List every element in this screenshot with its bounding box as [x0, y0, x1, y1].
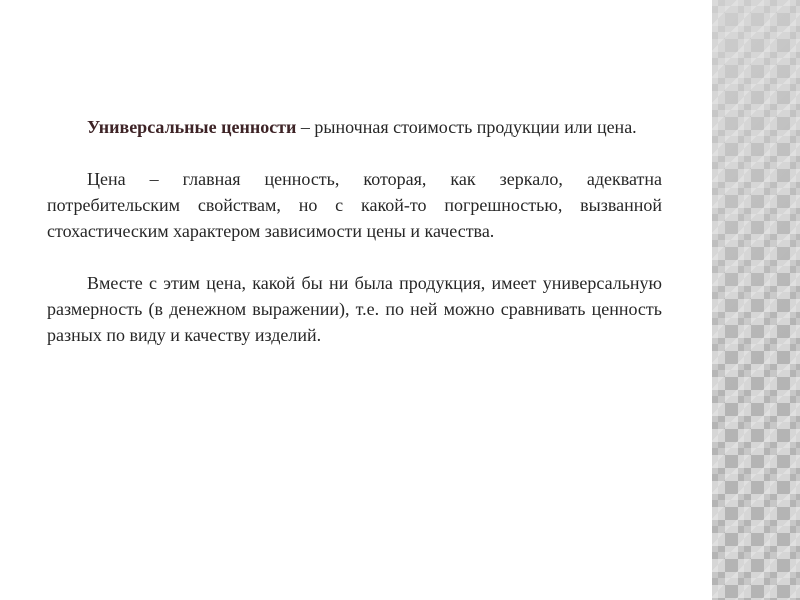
slide-text-body [47, 114, 662, 374]
paragraph-definition [47, 114, 662, 140]
paragraph-price-dimension: Вместе с этим цена, какой бы ни была продукция, имеет универсальную размерность (в денежном выражении), т.е. по ней можно сравнивать ценность разных по виду и качеству изделий. [47, 273, 662, 345]
decorative-side-band [712, 0, 800, 600]
term-universal-values: Универсальные ценности [87, 117, 297, 137]
paragraph-price-value: Цена – главная ценность, которая, как зеркало, адекватна потребительским свойствам, но с какой-то погрешностью, вызванной стохастическим характером зависимости цены и качества. [47, 169, 662, 241]
term-definition: – рыночная стоимость продукции или цена. [300, 117, 637, 137]
